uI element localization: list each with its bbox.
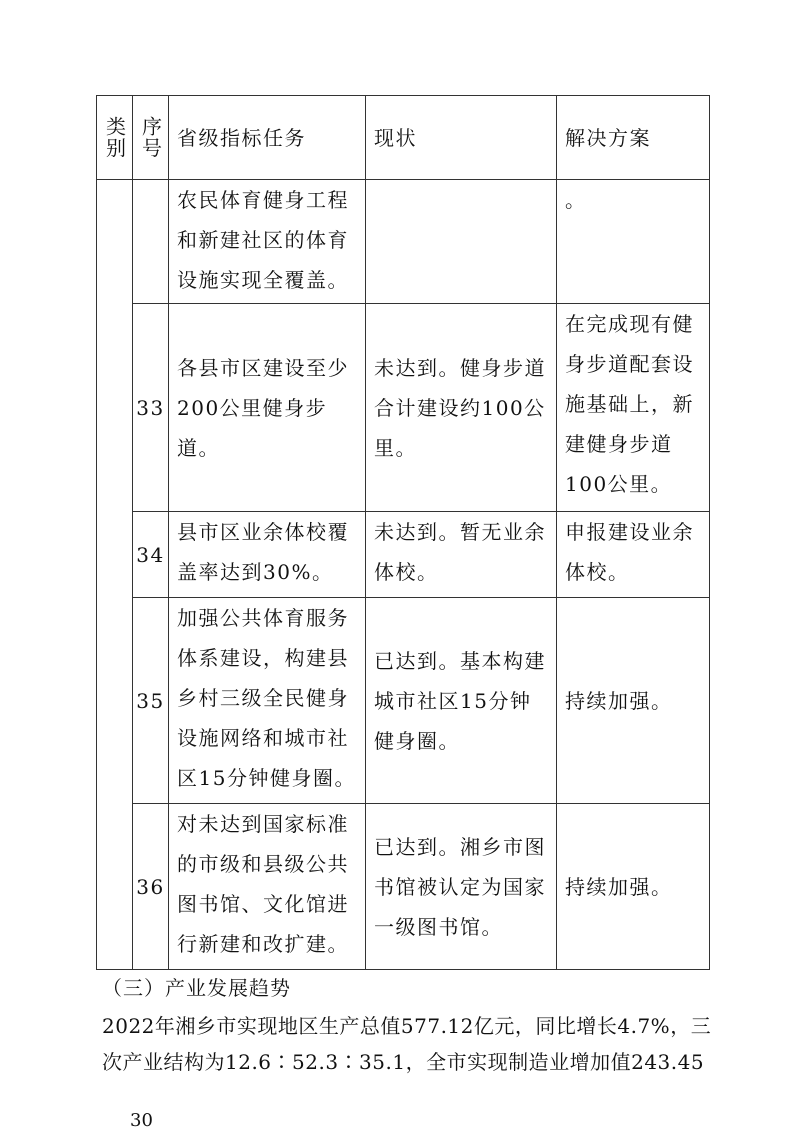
row-task: 加强公共体育服务体系建设，构建县乡村三级全民健身设施网络和城市社区15分钟健身圈。 [169,598,366,804]
row-status [366,180,557,304]
header-index: 序号 [133,96,169,180]
row-index: 34 [133,512,169,598]
row-task: 对未达到国家标准的市级和县级公共图书馆、文化馆进行新建和改扩建。 [169,804,366,970]
row-status: 已达到。基本构建城市社区15分钟健身圈。 [366,598,557,804]
table-row [97,598,710,804]
indicator-table [96,95,710,970]
table-row [97,304,710,512]
row-status: 未达到。健身步道合计建设约100公里。 [366,304,557,512]
table-header-row [97,96,710,180]
section-heading: （三）产业发展趋势 [102,976,291,1000]
row-task: 各县市区建设至少200公里健身步道。 [169,304,366,512]
row-solution: 申报建设业余体校。 [557,512,710,598]
category-cell [97,180,133,970]
row-solution: 在完成现有健身步道配套设施基础上，新建健身步道100公里。 [557,304,710,512]
header-status: 现状 [366,96,557,180]
header-category: 类别 [97,96,133,180]
row-status: 已达到。湘乡市图书馆被认定为国家一级图书馆。 [366,804,557,970]
header-solution: 解决方案 [557,96,710,180]
row-index: 36 [133,804,169,970]
row-solution: 。 [557,180,710,304]
table-row [97,180,710,304]
page-number: 30 [130,1110,153,1131]
row-index: 33 [133,304,169,512]
row-task: 县市区业余体校覆盖率达到30%。 [169,512,366,598]
row-status: 未达到。暂无业余体校。 [366,512,557,598]
row-solution: 持续加强。 [557,804,710,970]
row-task: 农民体育健身工程和新建社区的体育设施实现全覆盖。 [169,180,366,304]
body-paragraph: 2022年湘乡市实现地区生产总值577.12亿元，同比增长4.7%，三次产业结构为12.6∶52.3∶35.1，全市实现制造业增加值243.45 [102,1014,712,1074]
table-row [97,512,710,598]
row-solution: 持续加强。 [557,598,710,804]
header-task: 省级指标任务 [169,96,366,180]
row-index: 35 [133,598,169,804]
row-index [133,180,169,304]
table-row [97,804,710,970]
